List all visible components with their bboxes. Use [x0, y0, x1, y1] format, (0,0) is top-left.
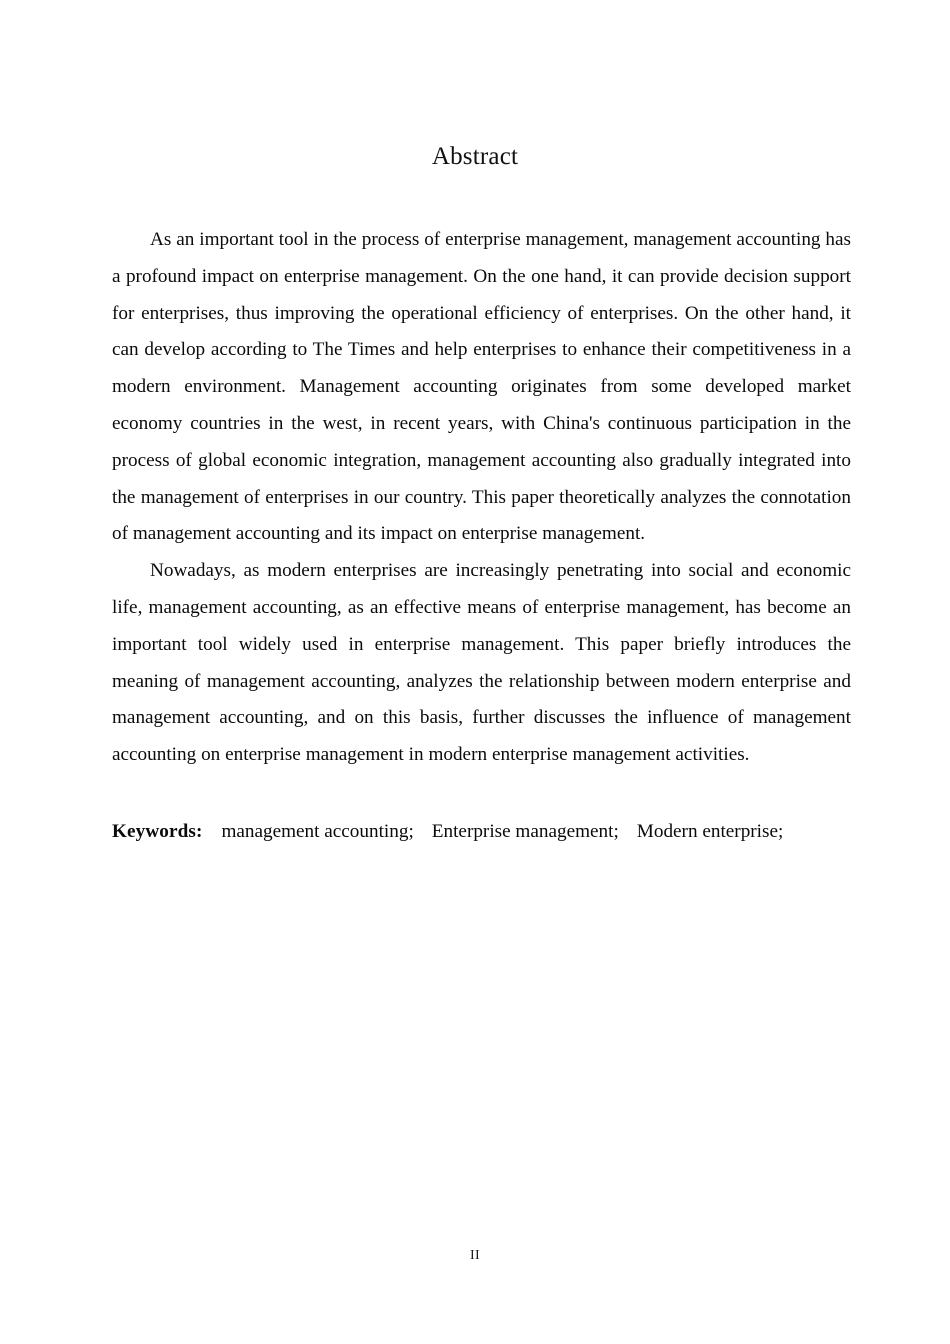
abstract-paragraph-1: As an important tool in the process of enterprise management, management accounting has a profound impact on enterprise management. On the one hand, it can provide decision support for enterprises, thus improving the operational efficiency of enterprises. On the other hand, it can develop according to The Times and help enterprises to enhance their competitiveness in a modern environment. Management accounting originates from some developed market economy countries in the west, in recent years, with China's continuous participation in the process of global economic integration, management accounting also gradually integrated into the management of enterprises in our country. This paper theoretically analyzes the connotation of management accounting and its impact on enterprise management.	[112, 229, 851, 545]
page-number-footer: II	[470, 1248, 480, 1263]
page-title: Abstract	[431, 142, 519, 170]
abstract-paragraph-2: Nowadays, as modern enterprises are increasingly penetrating into social and economic life, management accounting, as an effective means of enterprise management, has become an important tool widely used in enterprise management. This paper briefly introduces the meaning of management accounting, analyzes the relationship between modern enterprise and management accounting, and on this basis, further discusses the influence of management accounting on enterprise management in modern enterprise management activities.	[112, 560, 851, 766]
keyword-item-3: Modern enterprise;	[636, 821, 784, 842]
abstract-body	[112, 222, 851, 774]
keywords-line	[112, 817, 851, 847]
keywords-label: Keywords:	[112, 821, 203, 842]
keyword-item-1: management accounting;	[221, 821, 414, 842]
keyword-item-2: Enterprise management;	[431, 821, 619, 842]
